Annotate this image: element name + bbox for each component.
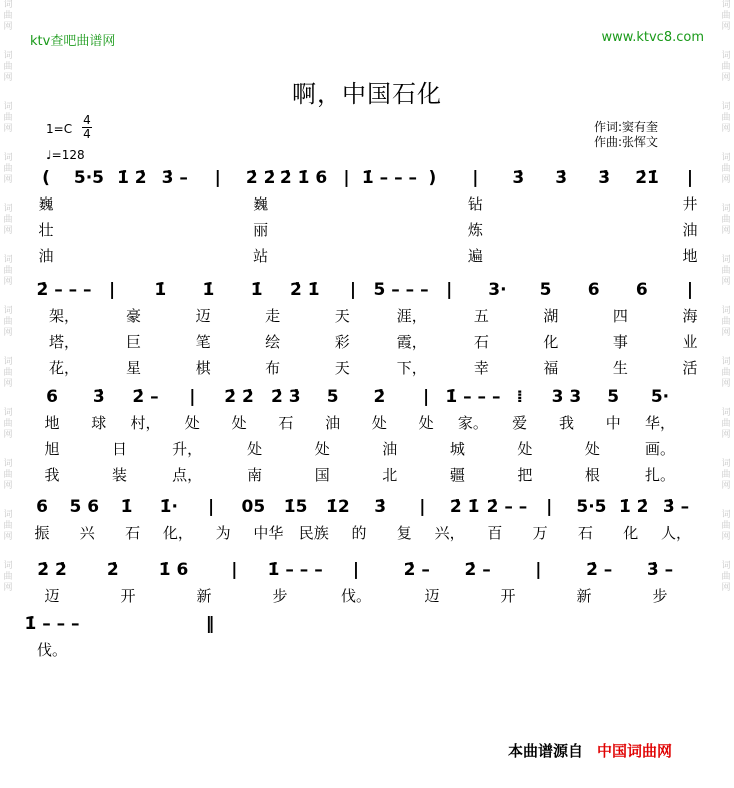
- lyric-word: 民族: [298, 524, 329, 542]
- lyric-word: 爱: [512, 414, 528, 432]
- bar-line: |: [446, 280, 453, 300]
- watermark-char: 词: [3, 153, 13, 163]
- lyric-word: 地: [44, 414, 60, 432]
- bar-line: |: [214, 168, 221, 188]
- lyric-word: 处: [314, 440, 330, 458]
- watermark-char: 曲: [721, 215, 731, 225]
- note: 1̇ – – –: [361, 168, 418, 188]
- lyric-word: 国: [314, 466, 330, 484]
- lyric-word: 开: [120, 587, 136, 605]
- lyric-word: 新: [576, 587, 592, 605]
- lyric-word: 生: [612, 359, 628, 377]
- lyric-word: 巨: [126, 333, 142, 351]
- note: 2̇ 2̇: [245, 168, 276, 188]
- watermark-char: 词: [721, 204, 731, 214]
- lyric-word: 我: [558, 414, 574, 432]
- lyric-word: 走: [265, 307, 281, 325]
- lyric-word: 化，: [162, 524, 193, 542]
- note: 3̇ –: [662, 497, 690, 517]
- watermark-char: 曲: [721, 419, 731, 429]
- lyric-word: 疆: [449, 466, 465, 484]
- lyric-word: 城: [449, 440, 465, 458]
- lyric-word: 丽: [253, 221, 269, 239]
- lyric-word: 彩: [334, 333, 350, 351]
- lyric-word: 村，: [130, 414, 161, 432]
- watermark-char: 词: [3, 357, 13, 367]
- lyric-word: 伐。: [340, 587, 372, 605]
- watermark-char: 词: [3, 459, 13, 469]
- lyric-word: 壮: [38, 221, 54, 239]
- lyric-word: 事: [612, 333, 628, 351]
- lyric-word: 棋: [195, 359, 211, 377]
- watermark-char: 网: [3, 175, 13, 185]
- lyric-word: 花，: [48, 359, 80, 377]
- site-url-right[interactable]: www.ktvc8.com: [601, 30, 704, 45]
- note: 3·: [488, 280, 507, 300]
- watermark-char: 网: [721, 124, 731, 134]
- lyric-word: 笔: [195, 333, 211, 351]
- note: 2̇ 1̇: [289, 280, 320, 300]
- key-signature: 1=C: [46, 122, 73, 136]
- note: 2̇: [373, 387, 386, 407]
- watermark-char: 曲: [3, 521, 13, 531]
- note: 5 6: [69, 497, 100, 517]
- watermark-char: 曲: [3, 266, 13, 276]
- note: 6: [46, 387, 58, 407]
- lyric-word: 装: [112, 466, 128, 484]
- note: 2̇ –: [464, 560, 491, 580]
- lyric-word: 架，: [48, 307, 80, 325]
- lyric-word: 中华: [253, 524, 284, 542]
- source-footer: [508, 740, 672, 761]
- lyric-word: 迈: [195, 307, 211, 325]
- note: 2̇ –: [132, 387, 159, 407]
- note: 2̇ –: [403, 560, 430, 580]
- lyric-word: 迈: [424, 587, 440, 605]
- watermark-char: 词: [721, 306, 731, 316]
- bar-line: ⁞: [516, 387, 523, 407]
- half-note-icon: ♩: [46, 148, 52, 162]
- watermark-char: 网: [3, 583, 13, 593]
- note: 1̇ – – –: [24, 614, 80, 634]
- note: 3̇: [374, 497, 387, 517]
- lyric-word: 南: [247, 466, 263, 484]
- note: 5: [326, 387, 339, 407]
- lyric-word: 伐。: [36, 641, 68, 659]
- watermark-char: 网: [3, 22, 13, 32]
- lyric-word: 天: [334, 359, 350, 377]
- note: 3̇ –: [646, 560, 674, 580]
- bar-line: |: [109, 280, 116, 300]
- lyric-word: 站: [253, 247, 269, 265]
- lyric-word: 根: [584, 466, 600, 484]
- watermark-char: 曲: [3, 470, 13, 480]
- lyric-word: 日: [112, 440, 128, 458]
- note: 2̇ 1̇ 6: [279, 168, 328, 188]
- watermark-char: 词: [721, 510, 731, 520]
- site-name-left[interactable]: ktv查吧曲谱网: [30, 34, 116, 49]
- lyric-word: 处: [418, 414, 434, 432]
- watermark-char: 词: [721, 408, 731, 418]
- lyric-word: 炼: [467, 221, 483, 239]
- composer: 作曲:张恽文: [594, 135, 659, 149]
- bar-line: |: [472, 168, 479, 188]
- bar-line: |: [423, 387, 430, 407]
- note: 3̇: [512, 168, 525, 188]
- note: 5·5: [576, 497, 607, 517]
- note: 6: [36, 497, 48, 517]
- watermark-char: 网: [721, 328, 731, 338]
- watermark-char: 曲: [3, 113, 13, 123]
- lyric-word: 的: [351, 524, 367, 542]
- lyric-word: 布: [265, 359, 281, 377]
- watermark-char: 词: [3, 408, 13, 418]
- lyric-word: 新: [196, 587, 212, 605]
- note: 2̇ 1̇: [449, 497, 480, 517]
- note: 1̇: [202, 280, 215, 300]
- lyric-word: 兴: [79, 524, 95, 542]
- lyric-word: 升，: [172, 440, 203, 458]
- bar-line: |: [535, 560, 542, 580]
- watermark-char: 曲: [721, 11, 731, 21]
- note: 1̇·: [159, 497, 178, 517]
- lyric-word: 油: [38, 247, 54, 265]
- lyric-word: 业: [682, 333, 698, 351]
- lyric-word: 振: [34, 524, 50, 542]
- lyric-word: 北: [382, 466, 398, 484]
- watermark-char: 曲: [721, 266, 731, 276]
- lyric-word: 处: [231, 414, 247, 432]
- watermark-char: 曲: [721, 62, 731, 72]
- lyric-word: 点，: [172, 466, 203, 484]
- watermark-char: 曲: [3, 62, 13, 72]
- lyric-word: 遍: [467, 247, 483, 265]
- watermark-char: 曲: [3, 215, 13, 225]
- lyric-word: 化: [543, 333, 559, 351]
- lyric-word: 星: [126, 359, 142, 377]
- watermark-char: 曲: [3, 572, 13, 582]
- note: (: [42, 168, 50, 188]
- watermark-char: 网: [3, 124, 13, 134]
- lyric-word: 巍: [38, 195, 54, 213]
- lyric-word: 石: [577, 524, 593, 542]
- watermark-char: 词: [721, 357, 731, 367]
- watermark-char: 网: [3, 73, 13, 83]
- watermark-char: 网: [3, 481, 13, 491]
- source-site-link[interactable]: 中国词曲网: [597, 742, 673, 760]
- watermark-char: 词: [3, 510, 13, 520]
- song-title: 啊，中国石化: [292, 80, 442, 108]
- note: 2̇1̇: [635, 168, 659, 188]
- note: 6: [635, 280, 648, 300]
- watermark-char: 曲: [721, 368, 731, 378]
- lyric-word: 万: [532, 524, 548, 542]
- watermark-char: 曲: [721, 521, 731, 531]
- note: 2̇ – –: [486, 497, 528, 517]
- watermark-char: 网: [3, 226, 13, 236]
- bar-line: |: [207, 497, 215, 517]
- watermark-char: 网: [721, 277, 731, 287]
- note: 1̇ 2̇: [618, 497, 649, 517]
- lyric-word: 湖: [543, 307, 559, 325]
- lyric-word: 迈: [44, 587, 60, 605]
- watermark-char: 网: [3, 379, 13, 389]
- lyric-word: 活: [682, 359, 698, 377]
- bar-line: |: [231, 560, 238, 580]
- note: 1̇ 6: [158, 560, 189, 580]
- watermark-char: 网: [721, 430, 731, 440]
- watermark-char: 曲: [721, 317, 731, 327]
- note: 1̇2: [326, 497, 350, 517]
- bar-line: |: [349, 280, 357, 300]
- lyric-word: 化: [623, 524, 639, 542]
- watermark-char: 词: [3, 204, 13, 214]
- lyric-word: 步: [652, 587, 668, 605]
- lyric-word: 处: [184, 414, 200, 432]
- note: 2̇ –: [586, 560, 613, 580]
- lyric-word: 油: [325, 414, 341, 432]
- note: 1̇: [154, 280, 167, 300]
- note: 3̇: [92, 387, 105, 407]
- watermark-char: 词: [721, 459, 731, 469]
- watermark-char: 词: [3, 306, 13, 316]
- lyric-word: 家。: [457, 414, 488, 432]
- note: 3̇ –: [161, 168, 188, 188]
- lyric-word: 幸: [473, 359, 489, 377]
- lyric-word: 画。: [644, 440, 676, 458]
- bar-line: ‖: [205, 614, 215, 634]
- watermark-char: 网: [721, 226, 731, 236]
- lyric-word: 霞，: [396, 333, 427, 351]
- watermark-char: 曲: [3, 368, 13, 378]
- lyricist: 作词:窦有奎: [594, 120, 659, 134]
- watermark-char: 网: [721, 379, 731, 389]
- lyric-word: 钻: [467, 195, 483, 213]
- bar-line: |: [343, 168, 350, 188]
- note: 5 – – –: [373, 280, 429, 300]
- lyric-word: 下，: [396, 359, 427, 377]
- watermark-char: 网: [721, 583, 731, 593]
- watermark-char: 网: [3, 328, 13, 338]
- note: 1̇ 2̇: [117, 168, 147, 188]
- watermark-char: 网: [3, 532, 13, 542]
- bar-line: |: [686, 280, 694, 300]
- lyric-word: 复: [396, 524, 412, 542]
- watermark-char: 词: [721, 153, 731, 163]
- watermark-char: 曲: [3, 317, 13, 327]
- lyric-word: 四: [612, 307, 628, 325]
- bar-line: |: [419, 497, 426, 517]
- bar-line: |: [189, 387, 196, 407]
- lyric-word: 绘: [265, 333, 281, 351]
- lyric-word: 海: [682, 307, 698, 325]
- note: 3̇: [598, 168, 611, 188]
- note: 2̇ 2̇: [37, 560, 67, 580]
- note: 1̇5: [283, 497, 308, 517]
- note: 5·: [650, 387, 670, 407]
- lyric-word: 油: [682, 221, 698, 239]
- note: 5: [607, 387, 620, 407]
- lyric-word: 扎。: [644, 466, 676, 484]
- note: 1̇ – – –: [267, 560, 323, 580]
- note: 6: [587, 280, 600, 300]
- lyric-word: 处: [247, 440, 263, 458]
- lyric-word: 兴，: [434, 524, 465, 542]
- note: 1̇: [250, 280, 263, 300]
- watermark-char: 曲: [3, 419, 13, 429]
- watermark-char: 词: [721, 0, 731, 10]
- watermark-char: 曲: [3, 164, 13, 174]
- lyric-word: 井: [682, 195, 698, 213]
- note: 05: [241, 497, 266, 517]
- lyric-word: 步: [272, 587, 288, 605]
- lyric-word: 福: [543, 359, 559, 377]
- note: 3 3: [551, 387, 582, 407]
- note: ): [428, 168, 437, 188]
- source-label: 本曲谱源自: [508, 742, 584, 760]
- watermark-char: 网: [721, 481, 731, 491]
- bar-line: |: [686, 168, 694, 188]
- lyric-word: 我: [44, 466, 60, 484]
- note: 2̇ 3̇: [271, 387, 301, 407]
- lyric-word: 涯，: [396, 307, 427, 325]
- lyric-word: 球: [91, 414, 107, 432]
- watermark-char: 词: [3, 255, 13, 265]
- note: 5·5: [73, 168, 104, 188]
- bar-line: |: [546, 497, 553, 517]
- note: 5: [539, 280, 552, 300]
- lyric-word: 石: [278, 414, 294, 432]
- watermark-char: 网: [721, 175, 731, 185]
- lyric-word: 中: [605, 414, 621, 432]
- lyric-word: 豪: [126, 307, 142, 325]
- lyric-word: 石: [125, 524, 141, 542]
- lyric-word: 油: [382, 440, 398, 458]
- lyric-word: 人，: [660, 524, 692, 542]
- lyric-word: 五: [473, 307, 489, 325]
- lyric-word: 处: [371, 414, 387, 432]
- time-signature-bottom: 4: [83, 127, 91, 141]
- tempo-value: =128: [51, 148, 85, 162]
- watermark-char: 网: [3, 277, 13, 287]
- watermark-char: 网: [721, 22, 731, 32]
- note: 1̇ – – –: [445, 387, 501, 407]
- lyric-word: 地: [682, 247, 698, 265]
- lyric-word: 华，: [644, 414, 676, 432]
- note: 2̇ – – –: [36, 280, 92, 300]
- watermark-char: 网: [721, 73, 731, 83]
- watermark-char: 曲: [721, 572, 731, 582]
- lyric-word: 塔，: [48, 333, 80, 351]
- lyric-word: 石: [473, 333, 489, 351]
- watermark-char: 词: [3, 0, 13, 10]
- note: 2̇ 2̇: [224, 387, 254, 407]
- watermark-char: 词: [3, 51, 13, 61]
- watermark-char: 曲: [721, 113, 731, 123]
- lyric-word: 处: [517, 440, 533, 458]
- lyric-word: 旭: [44, 440, 60, 458]
- lyric-word: 为: [215, 524, 231, 542]
- time-signature-top: 4: [83, 113, 91, 127]
- watermark-char: 网: [3, 430, 13, 440]
- watermark-char: 词: [721, 51, 731, 61]
- note: 1̇: [120, 497, 133, 517]
- lyric-word: 把: [517, 466, 533, 484]
- watermark-char: 词: [3, 561, 13, 571]
- watermark-char: 词: [721, 255, 731, 265]
- watermark-char: 词: [3, 102, 13, 112]
- watermark-char: 词: [721, 561, 731, 571]
- watermark-char: 曲: [3, 11, 13, 21]
- note: 3̇: [555, 168, 568, 188]
- watermark-char: 曲: [721, 164, 731, 174]
- lyric-word: 巍: [253, 195, 269, 213]
- watermark-char: 网: [721, 532, 731, 542]
- lyric-word: 百: [487, 524, 503, 542]
- note: 2̇: [106, 560, 119, 580]
- watermark-char: 曲: [721, 470, 731, 480]
- bar-line: |: [352, 560, 360, 580]
- watermark-char: 词: [721, 102, 731, 112]
- lyric-word: 开: [500, 587, 516, 605]
- lyric-word: 处: [584, 440, 600, 458]
- lyric-word: 天: [334, 307, 350, 325]
